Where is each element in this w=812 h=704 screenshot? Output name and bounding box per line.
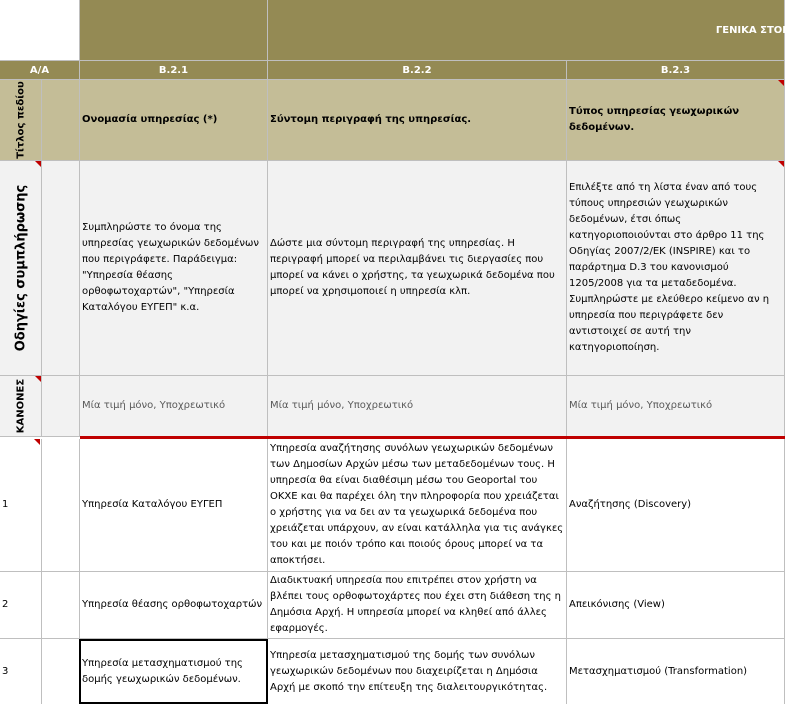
row-number: 3: [2, 665, 9, 677]
rules-text: Μία τιμή μόνο, Υποχρεωτικό: [569, 400, 713, 411]
aa-header-label: Α/Α: [29, 64, 50, 76]
service-name: Υπηρεσία μετασχηματισμού της δομής γεωχωρικών δεδομένων.: [82, 657, 243, 685]
table-cell-description[interactable]: [268, 639, 567, 704]
rules-text: Μία τιμή μόνο, Υποχρεωτικό: [82, 400, 226, 411]
comment-indicator-icon: [35, 376, 41, 382]
spacer-cell[interactable]: [42, 376, 80, 437]
service-name: Υπηρεσία Καταλόγου ΕΥΓΕΠ: [82, 499, 223, 510]
field-title-text: Τύπος υπηρεσίας γεωχωρικών δεδομένων.: [569, 106, 740, 133]
instructions-text: Δώστε μια σύντομη περιγραφή της υπηρεσίας. Η περιγραφή μπορεί να περιλαμβάνει τις διεργασίες που μπορεί να κάνει ο χρήστης, τα γεωχωρικά δεδομένα που μπορεί να χρησιμοποιεί η υπηρεσία κλπ.: [270, 238, 555, 297]
instructions-label: Οδηγίες συμπλήρωσης: [13, 184, 28, 352]
col-code-b23[interactable]: [567, 61, 785, 80]
col-code-b21[interactable]: [80, 61, 268, 80]
selected-cell-outline: [79, 639, 268, 704]
row-number-cell[interactable]: [0, 572, 42, 639]
rules-label: ΚΑΝΟΝΕΣ: [15, 378, 26, 434]
instructions-text: Επιλέξτε από τη λίστα έναν από τους τύπους υπηρεσιών γεωχωρικών δεδομένων, έτσι όπως κατηγοριοποιούνται στο άρθρο 11 της Οδηγίας 2007/2/ΕΚ (INSPIRE) και το παράρτημα D.3 του κανονισμού 1205/2008 για τα μεταδεδομένα. Συμπληρώστε με ελεύθερο κείμενο αν η υπηρεσία που περιγράφετε δεν αντιστοιχεί σε αυτή την κατηγοριοποίηση.: [569, 182, 770, 353]
row-label-rules[interactable]: [0, 376, 42, 437]
comment-indicator-icon: [34, 439, 40, 445]
instructions-b22[interactable]: [268, 161, 567, 376]
spacer-cell[interactable]: [42, 639, 80, 704]
row-number: 1: [2, 499, 9, 510]
service-type: Μετασχηματισμού (Transformation): [569, 665, 748, 677]
instructions-text: Συμπληρώστε το όνομα της υπηρεσίας γεωχωρικών δεδομένων που περιγράφετε. Παράδειγμα: "Υπηρεσία θέασης ορθοφωτοχαρτών", "Υπηρεσία Καταλόγου ΕΥΓΕΠ" κ.α.: [82, 222, 259, 313]
spacer-cell[interactable]: [42, 80, 80, 161]
service-type: Αναζήτησης (Discovery): [569, 499, 692, 510]
row-label-instructions[interactable]: [0, 161, 42, 376]
rules-b22[interactable]: [268, 376, 567, 437]
table-cell-description[interactable]: [268, 572, 567, 639]
group-header-blank[interactable]: [80, 0, 268, 61]
comment-indicator-icon: [35, 161, 41, 167]
service-description: Διαδικτυακή υπηρεσία που επιτρέπει στον χρήστη να βλέπει τους ορθοφωτοχάρτες που έχει στη διάθεση της η Δημόσια Αρχή. Η υπηρεσία μπορεί να κληθεί από άλλες εφαρμογές.: [270, 575, 562, 634]
row-label-field-title[interactable]: [0, 80, 42, 161]
field-title-b23[interactable]: [567, 80, 785, 161]
field-title-text: Σύντομη περιγραφή της υπηρεσίας.: [270, 114, 472, 125]
rules-b21[interactable]: [80, 376, 268, 437]
instructions-b21[interactable]: [80, 161, 268, 376]
table-cell-type[interactable]: [567, 639, 785, 704]
service-type: Απεικόνισης (View): [569, 599, 665, 610]
table-cell-name[interactable]: [80, 572, 268, 639]
spacer-cell[interactable]: [42, 439, 80, 572]
col-code-label: B.2.3: [660, 64, 691, 76]
row-number-cell[interactable]: [0, 439, 42, 572]
field-title-b21[interactable]: [80, 80, 268, 161]
rules-text: Μία τιμή μόνο, Υποχρεωτικό: [270, 400, 414, 411]
table-cell-type[interactable]: [567, 572, 785, 639]
table-cell-type[interactable]: [567, 439, 785, 572]
service-description: Υπηρεσία αναζήτησης συνόλων γεωχωρικών δεδομένων των Δημοσίων Αρχών μέσω των μεταδεδομένων τους. Η υπηρεσία θα είναι διαθέσιμη μέσω του Geoportal του ΟΚΧΕ και θα παρέχει όλη την πληροφορία που χρειάζεται ο χρήστης για να δει αν τα γεωχωρικά δεδομένα που χρειάζεται υπάρχουν, αν είναι κατάλληλα για τις ανάγκες του και με ποιόν τρόπο και ποιούς όρους μπορεί να τα αποκτήσει.: [270, 443, 564, 566]
field-title-b22[interactable]: [268, 80, 567, 161]
instructions-b23[interactable]: [567, 161, 785, 376]
comment-indicator-icon: [778, 161, 784, 167]
corner-cell[interactable]: [0, 0, 80, 61]
group-header-cell[interactable]: [268, 0, 812, 61]
aa-header[interactable]: [0, 61, 80, 80]
col-code-label: B.2.2: [402, 64, 432, 76]
service-description: Υπηρεσία μετασχηματισμού της δομής των συνόλων γεωχωρικών δεδομένων που διαχειρίζεται η Δημόσια Αρχή με σκοπό την επίτευξη της διαλειτουργικότητας.: [270, 649, 548, 693]
comment-indicator-icon: [778, 80, 784, 86]
row-number: 2: [2, 599, 9, 610]
field-title-label: Τίτλος πεδίου: [15, 81, 26, 159]
spacer-cell[interactable]: [42, 572, 80, 639]
col-code-b22[interactable]: [268, 61, 567, 80]
table-cell-name[interactable]: [80, 439, 268, 572]
field-title-text: Ονομασία υπηρεσίας (*): [82, 114, 218, 125]
rules-b23[interactable]: [567, 376, 785, 437]
group-header-title: ΓΕΝΙΚΑ ΣΤΟΙΧΕΙΑ: [715, 24, 812, 36]
spacer-cell[interactable]: [42, 161, 80, 376]
service-name: Υπηρεσία θέασης ορθοφωτοχαρτών: [82, 599, 263, 610]
table-cell-description[interactable]: [268, 439, 567, 572]
row-number-cell[interactable]: [0, 639, 42, 704]
col-code-label: B.2.1: [158, 64, 189, 76]
